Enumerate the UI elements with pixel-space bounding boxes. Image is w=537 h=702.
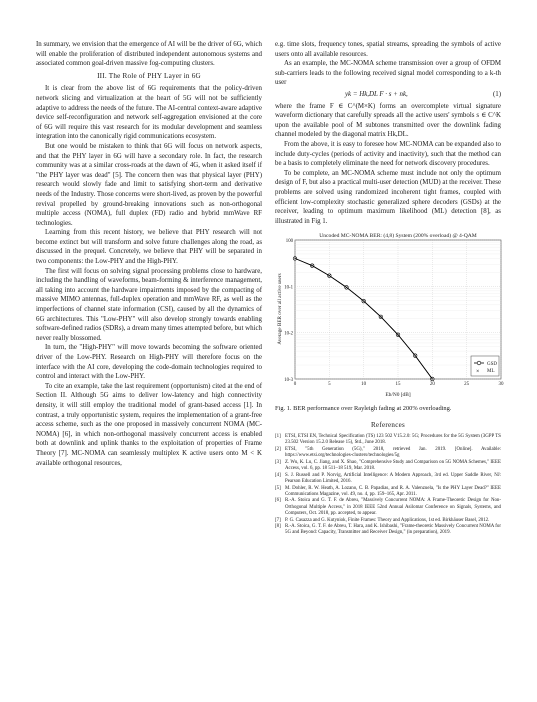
ber-chart (275, 229, 504, 399)
x-tick-label: 0 (293, 382, 297, 388)
paragraph: To be complete, an MC-NOMA scheme must include not only the optimum design of F, but also a practical multi-user detection (MUD) at the receiver. These problems are solved using randomized incoherent tight frames, coupled with efficient low-complexity stochastic generalized sphere decoders (GSDs) at the receiver, leading to optimum maximum likelihood (ML) detection [8], as illustrated in Fig 1. (275, 169, 501, 225)
reference-text: M. Dohler, R. W. Heath, A. Lozano, C. B. Papadias, and R. A. Valenzuela, "Is the PHY Layer Dead?" IEEE Communications Magazine, vol. 49, no. 4, pp. 159–165, Apr. 2011. (285, 485, 501, 497)
y-tick-label: 100 (285, 239, 293, 245)
paragraph: But one would be mistaken to think that 6G will focus on network aspects, and that the PHY layer in 6G will have a secondary role. In fact, the research community was at a similar cross-roads at the dawn of 4G, when it asked itself if "the PHY layer was dead" [5]. The concern then was that physical layer (PHY) research would slowly fade and limit to satisfying short-term and derivative needs of the Industry. Those concerns were short-lived, as proven by the powerful revival propelled by ground-breaking innovations such as non-orthogonal multiple access (NOMA), full duplex (FD) radio and hybrid mmWave RF technologies. (36, 142, 262, 227)
reference-item (275, 518, 501, 524)
paragraph: The first will focus on solving signal processing problems close to hardware, including the handling of waveforms, beam-forming & interference management, all taking into account the hardware impairments imposed by the compacting of massive MIMO antennas, full-duplex operation and mmWave RF, as well as the imperfections of channel state information (CSI), caused by all the dynamics of 6G architectures. This "Low-PHY" will also develop strongly towards enabling software-defined radios (SDRs), a dream many times attempted before, but which never really blossomed. (36, 267, 262, 342)
reference-text: ETSI, ETSI EN, Technical Specification (TS) 123 502 V15.2.0: 5G; Procedures for the 5G System (3GPP TS 23.502 Version 15.2.0 Release 15), Std., June 2018. (285, 433, 501, 446)
reference-text: Z. Wu, K. Lu, C. Jiang, and X. Shao, "Comprehensive Study and Comparison on 5G NOMA Schemes," IEEE Access, vol. 6, pp. 18 511–18 519, Mar. 2018. (285, 459, 501, 471)
reference-number: [3] (275, 459, 281, 465)
reference-item (275, 498, 501, 517)
legend-marker-gsd (477, 361, 481, 365)
equation-body: yk = Hk,DL F · s + nk, (345, 90, 408, 98)
reference-number: [7] (275, 517, 281, 523)
equation (275, 90, 501, 100)
reference-item (275, 524, 501, 536)
paragraph: where the frame F ∈ C^(M×K) forms an overcomplete virtual signature waveform dictionary that carefully spreads all the active users' symbols s ∈ C^K upon the available pool of M subtones transmitted over the downlink fading channel modeled by the diagonal matrix Hk,DL. (275, 102, 501, 139)
figure-1 (275, 229, 504, 413)
reference-number: [4] (275, 472, 281, 478)
right-column (275, 40, 504, 537)
left-column (36, 40, 262, 468)
paragraph: Learning from this recent history, we believe that PHY research will not become extinct but will transform and solve future challenges along the road, as discussed in the prequel. Concretely, we believe that PHY will be separated in two components: the Low-PHY and the High-PHY. (36, 229, 262, 266)
chart-title: Uncoded MC-NOMA BER: (4,8) System (200% overload) @ 4-QAM (319, 233, 477, 240)
paragraph: e.g. time slots, frequency tones, spatial streams, spreading the symbols of active users onto all available resources. (275, 41, 501, 58)
reference-text: ETSI, "5th Generation (5G)," 2018, retrieved Jan. 2019. [Online]. Available: https://www.etsi.org/technologies-clusters/technologies/5g (285, 446, 501, 458)
figure-caption: Fig. 1. BER performance over Rayleigh fading at 200% overloading. (275, 404, 452, 412)
section-title: III. The Role of PHY Layer in 6G (97, 71, 201, 80)
legend-label-ml: ML (487, 369, 495, 375)
reference-item (275, 486, 501, 498)
reference-item (275, 447, 501, 459)
references-title: References (370, 421, 406, 430)
y-tick-label: 10-3 (284, 378, 293, 384)
reference-number: [1] (275, 433, 281, 439)
reference-item (275, 473, 501, 485)
reference-text: R.-A. Stoica and G. T. F. de Abreu, "Massively Concurrent NOMA: A Frame-Theoretic Design for Non-Orthogonal Multiple Access," in 2018 IEEE 52nd Annual Asilomar Conference on Signals, Systems, and Computers, Oct. 2018, pp. accepted, to appear. (285, 498, 501, 516)
equation-number: (1) (492, 90, 501, 98)
paragraph: In summary, we envision that the emergence of AI will be the driver of 6G, which will enable the proliferation of distributed independent autonomous systems and associated common goal-driven massive fog-computing clusters. (36, 41, 262, 68)
x-tick-label: 5 (328, 382, 331, 388)
reference-text: P. G. Casazza and G. Kutyniok, Finite Frames: Theory and Applications, 1st ed. Birkhäuser Basel, 2012. (285, 517, 490, 523)
reference-text: S. J. Russell and P. Norvig, Artificial Intelligence: A Modern Approach, 3rd ed. Upper Saddle River, NJ: Pearson Education Limited, 2016. (285, 472, 501, 484)
x-tick-label: 10 (361, 382, 367, 388)
x-ticks (294, 382, 504, 387)
paragraph: From the above, it is easy to foresee how MC-NOMA can be expanded also to include duty-cycles (periods of activity and inactivity), such that the method can be a basis to completely eliminate the need for network discovery procedures. (275, 140, 501, 168)
legend-marker-ml: × (476, 369, 480, 376)
x-axis-label: Eb/N0 [dB] (385, 392, 411, 399)
paragraph: It is clear from the above list of 6G requirements that the policy-driven network slicing and virtualization at the heart of 5G will not be sufficiently adaptive to address the needs of the future. The AI-central context-aware adaptive device self-reconfiguration and network self-aggregation envisioned at the core of 6G will require this vast research for its modular development and seamless integration into the canonically rigid communications ecosystem. (36, 85, 262, 141)
reference-item (275, 434, 501, 446)
reference-text: R.-A. Stoica, G. T. F. de Abreu, T. Hara, and K. Ishibashi, "Frame-theoretic Massively Concurrent NOMA for 5G and Beyond: Capacity, Transmitter and Receiver Design," (in preparation), 2019. (285, 524, 501, 536)
legend (471, 356, 499, 376)
reference-item (275, 460, 501, 472)
x-tick-label: 25 (464, 382, 470, 388)
reference-number: [6] (275, 498, 281, 504)
reference-number: [2] (275, 446, 281, 452)
y-ticks (284, 239, 293, 383)
reference-number: [8] (275, 524, 281, 530)
x-tick-label: 20 (429, 382, 435, 388)
paragraph: In turn, the "High-PHY" will move towards becoming the software oriented driver of the Low-PHY. Research on High-PHY will therefore focus on the interface with the AI core, developing the code-domain technologies required to control and interact with the Low-PHY. (36, 344, 262, 381)
x-tick-label: 15 (395, 382, 401, 388)
grid (295, 240, 501, 379)
legend-label-gsd: GSD (487, 362, 498, 368)
x-tick-label: 30 (498, 382, 504, 388)
y-tick-label: 10-2 (284, 331, 293, 337)
y-tick-label: 10-1 (284, 285, 293, 291)
paragraph: As an example, the MC-NOMA scheme transmission over a group of OFDM sub-carriers leads to the following received signal model corresponding to a k-th user (275, 60, 501, 87)
paragraph: To cite an example, take the last requirement (opportunism) cited at the end of Section II. Although 5G aims to deliver low-latency and high connectivity density, it will still employ the traditional model of grant-based access [1]. In contrast, a truly opportunistic system, requires the implementation of a grant-free access scheme, such as the one proposed in massively concurrent NOMA (MC-NOMA) [6], in which non-orthogonal massively concurrent access is enabled both at downlink and uplink thanks to the exploitation of properties of Frame Theory [7]. MC-NOMA can seamlessly multiplex K active users onto M < K available orthogonal resources, (36, 382, 262, 467)
reference-number: [5] (275, 485, 281, 491)
references-list (275, 434, 501, 537)
y-axis-label: Average BER over all active users (277, 273, 283, 345)
